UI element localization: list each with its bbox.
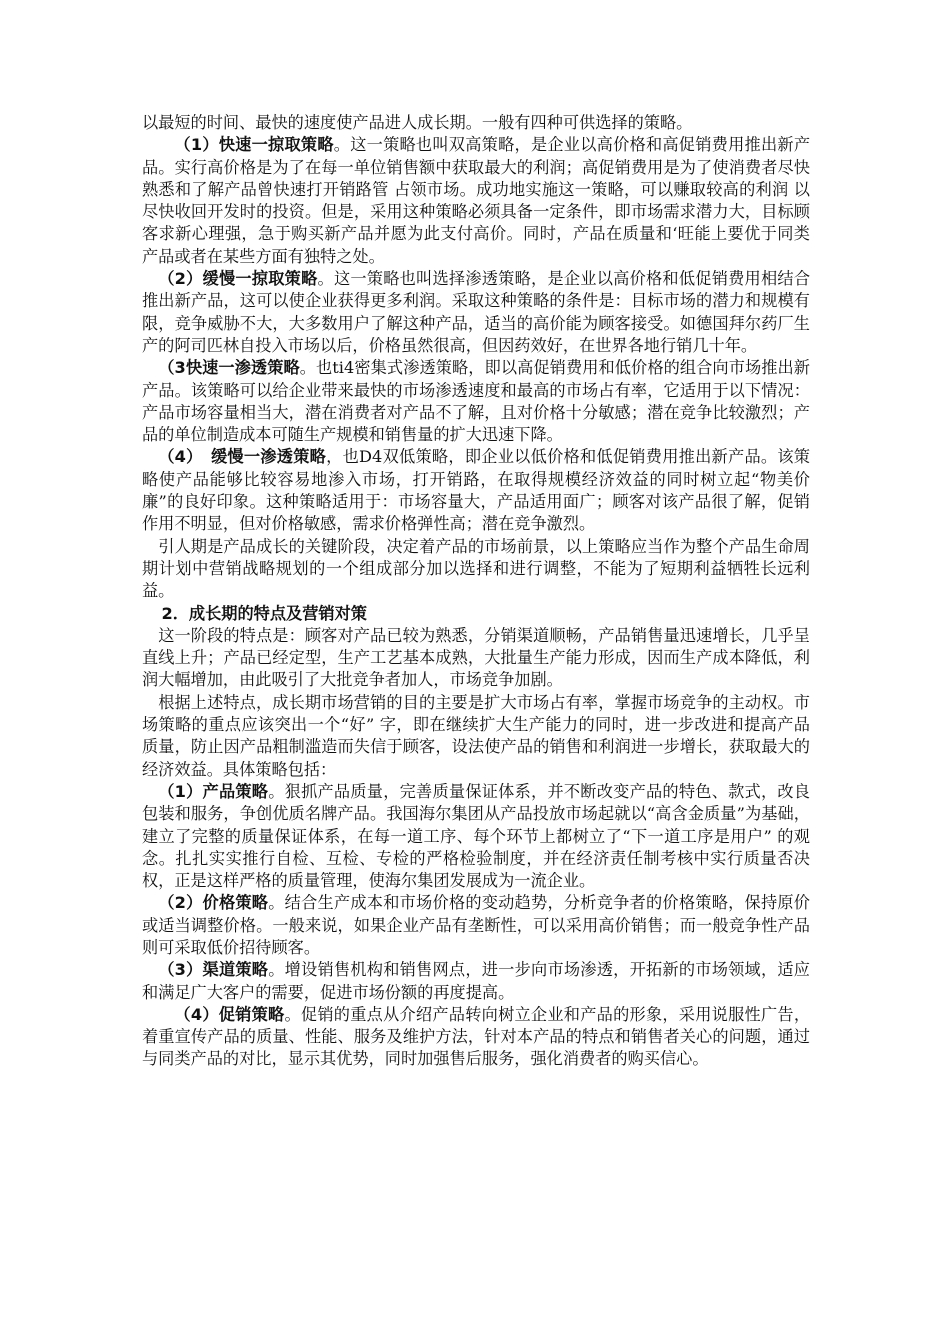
- para-strategy-1: （1）快速一掠取策略。这一策略也叫双高策略，是企业以高价格和高促销费用推出新产 品。实行高价格是为了在每一单位销售额中获取最大的利润；高促销费用是为了使消费者尽快熟悉和了解产品曾快速打开销路管 占领市场。成功地实施这一策略，可以赚取较高的利润 以尽快收回开发时的投资。但是，采用这种策略必须具备一定条件，即市场需求潜力大，目标顾客求新心理强，急于购买新产品并愿为此支付高价。同时，产品在质量和‘旺能上要优于同类产品或者在某些方面有独特之处。: [142, 135, 811, 266]
- strategy-1-title: （1）快速一掠取策略: [174, 135, 334, 155]
- para-intro-end: 以最短的时间、最快的速度使产品进人成长期。一般有四种可供选择的策略。: [142, 113, 693, 132]
- document-page: [142, 112, 810, 1071]
- para-growth-features: 这一阶段的特点是：顾客对产品已较为熟悉，分销渠道顺畅，产品销售量迅速增长，几乎呈直线上升；产品已经定型，生产工艺基本成熟，大批量生产能力形成，因而生产成本降低，利润大幅增加，由此吸引了大批竞争者加人，市场竞争加剧。: [142, 625, 810, 690]
- para-growth-goal: 根据上述特点，成长期市场营销的目的主要是扩大市场占有率，掌握市场竞争的主动权。市场策略的重点应该突出一个“好” 字，即在继续扩大生产能力的同时，进一步改进和提高产品质量，防止因产品粗制滥造而失信于顾客，设法使产品的销售和利润进一步增长，获取最大的经济效益。具体策略包括：: [142, 692, 810, 779]
- heading-growth-stage: 2．成长期的特点及营销对策: [161, 603, 367, 623]
- para-intro-summary: 引人期是产品成长的关键阶段，决定着产品的市场前景，以上策略应当作为整个产品生命周期计划中营销战略规划的一个组成部分加以选择和进行调整，不能为了短期利益牺牲长远利益。: [142, 536, 810, 601]
- strategy-3-title: （3快速一渗透策略: [158, 358, 300, 378]
- para-product-strategy: （1）产品策略。狠抓产品质量，完善质量保证体系，并不断改变产品的特色、款式，改良包装和服务，争创优质名牌产品。我国海尔集团从产品投放市场起就以“高含金质量”为基础，建立了完整的质量保证体系，在每一道工序、每个环节上都树立了“下一道工序是用户” 的观念。扎扎实实推行自检、互检、专检的严格检验制度，并在经济责任制考核中实行质量否决权，正是这样严格的质量管理，使海尔集团发展成为一流企业。: [142, 781, 810, 891]
- promotion-strategy-title: （4）促销策略: [174, 1004, 285, 1024]
- price-strategy-title: （2）价格策略: [158, 893, 269, 913]
- para-channel-strategy: （3）渠道策略。增设销售机构和销售网点，进一步向市场渗透，开拓新的市场领域，适应和满足广大客户的需要，促进市场份额的再度提高。: [142, 960, 810, 1002]
- strategy-2-title: （2）缓慢一掠取策略: [158, 269, 318, 289]
- para-promotion-strategy: （4）促销策略。促销的重点从介绍产品转向树立企业和产品的形象，采用说服性广告，着重宣传产品的质量、性能、服务及维护方法，针对本产品的特点和销售者关心的问题，通过与同类产品的对比，显示其优势，同时加强售后服务，强化消费者的购买信心。: [142, 1004, 811, 1069]
- para-price-strategy: （2）价格策略。结合生产成本和市场价格的变动趋势，分析竞争者的价格策略，保持原价或适当调整价格。一般来说，如果企业产品有垄断性，可以采用高价销售；而一般竞争性产品则可采取低价招待顾客。: [142, 893, 810, 957]
- strategy-4-title: （4） 缓慢一渗透策略: [158, 447, 327, 467]
- product-strategy-title: （1）产品策略: [158, 781, 269, 801]
- para-strategy-3: （3快速一渗透策略。也ti4密集式渗透策略，即以高促销费用和低价格的组合向市场推出新产品。该策略可以给企业带来最快的市场渗透速度和最高的市场占有率，它适用于以下情况：产品市场容量相当大，潜在消费者对产品不了解，且对价格十分敏感；潜在竞争比较激烈；产品的单位制造成本可随生产规模和销售量的扩大迅速下降。: [142, 358, 810, 445]
- channel-strategy-title: （3）渠道策略: [158, 960, 269, 980]
- para-strategy-4: （4） 缓慢一渗透策略，也D4双低策略，即企业以低价格和低促销费用推出新产品。该策略使产品能够比较容易地渗入市场，打开销路，在取得规模经济效益的同时树立起“物美价廉”的良好印象。这种策略适用于：市场容量大，产品适用面广；顾客对该产品很了解，促销作用不明显，但对价格敏感，需求价格弹性高；潜在竞争激烈。: [142, 447, 810, 534]
- para-strategy-2: （2）缓慢一掠取策略。这一策略也叫选择渗透策略，是企业以高价格和低促销费用相结合推出新产品，这可以使企业获得更多利润。采取这种策略的条件是：目标市场的潜力和规模有限，竞争威胁不大，大多数用户了解这种产品，适当的高价能为顾客接受。如德国拜尔药厂生产的阿司匹林自投入市场以后，价格虽然很高，但因药效好，在世界各地行销几十年。: [142, 269, 811, 355]
